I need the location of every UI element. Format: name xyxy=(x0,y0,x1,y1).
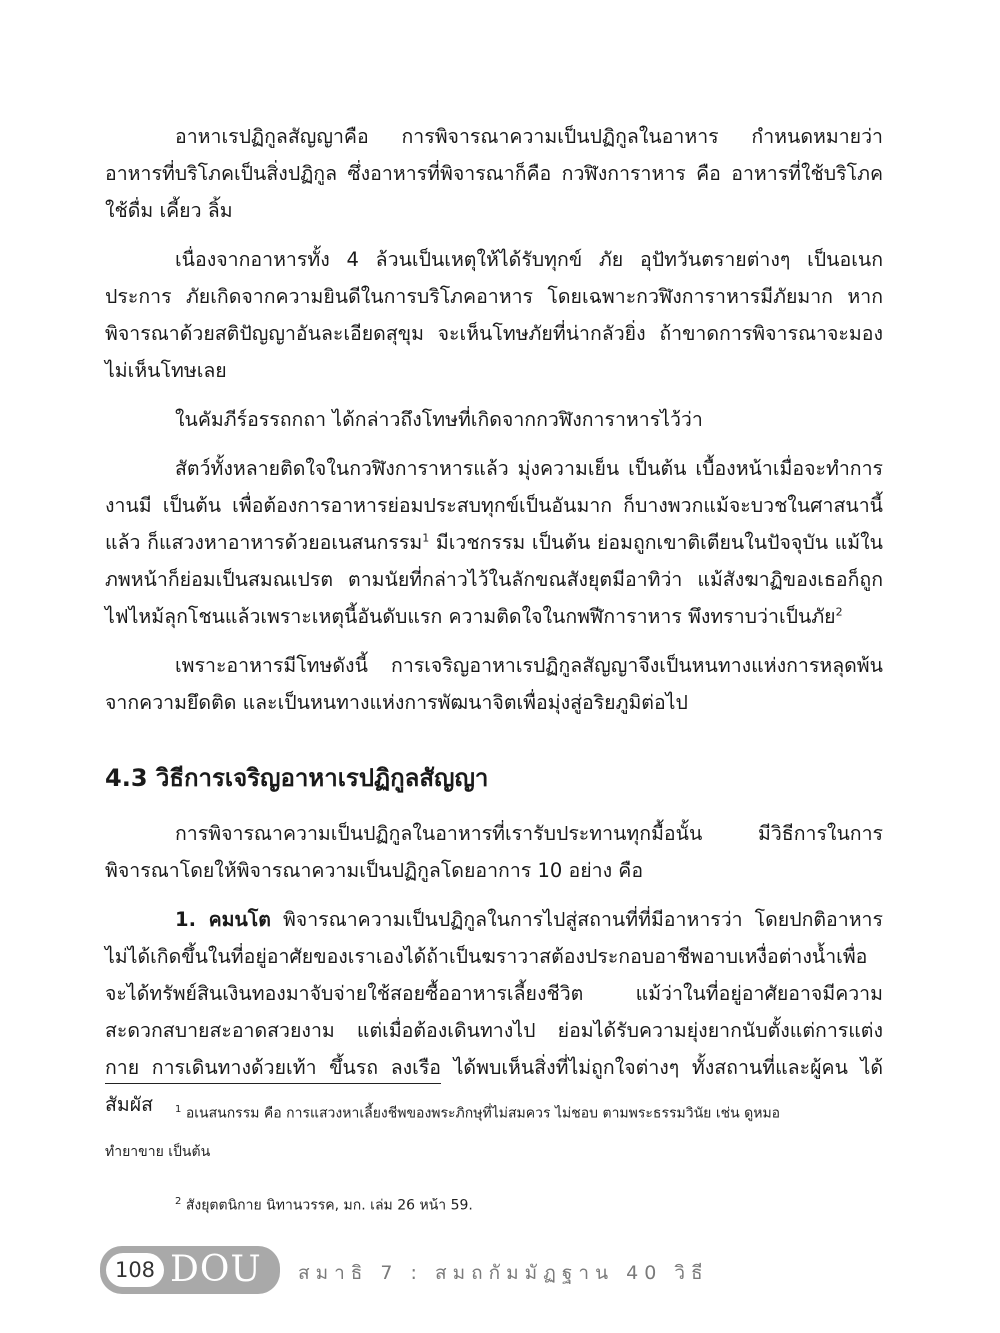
footnotes xyxy=(105,1098,883,1217)
paragraph-4-text-a: สัตว์ทั้งหลายติดใจในกวฬิงการาหารแล้ว มุ่งความเย็น เป็นต้น เบื้องหน้าเมื่อจะทำการงานมี เป็นต้น เพื่อต้องการอาหารย่อมประสบทุกข์เป็นอันมาก ก็บางพวกแม้จะบวชในศาสนานี้แล้ว ก็แสวงหาอาหารด้วยอเนสนกรรม xyxy=(105,457,883,554)
list-item-lead: 1. คมนโต xyxy=(175,908,271,931)
page-footer xyxy=(100,1246,900,1296)
paragraph-3 xyxy=(105,401,883,438)
paragraph-7 xyxy=(105,901,883,1123)
footnote-divider xyxy=(105,1083,441,1084)
paragraph-6 xyxy=(105,815,883,889)
footnote-ref-2[interactable]: 2 xyxy=(835,605,843,619)
footnote-1 xyxy=(105,1098,883,1126)
footnote-2-number: 2 xyxy=(175,1195,182,1207)
section-heading: 4.3 วิธีการเจริญอาหาเรปฏิกูลสัญญา xyxy=(105,764,489,792)
paragraph-7-text: พิจารณาความเป็นปฏิกูลในการไปสู่สถานที่ที่มีอาหารว่า โดยปกติอาหารไม่ได้เกิดขึ้นในที่อยู่อาศัยของเราเองได้ถ้าเป็นฆราวาสต้องประกอบอาชีพอาบเหงื่อต่างน้ำเพื่อจะได้ทรัพย์สินเงินทองมาจับจ่ายใช้สอยซื้ออาหารเลี้ยงชีวิต แม้ว่าในที่อยู่อาศัยอาจมีความสะดวกสบายสะอาดสวยงาม แต่เมื่อต้องเดินทางไป ย่อมได้รับความยุ่งยากนับตั้งแต่การแต่งกาย การเดินทางด้วยเท้า ขึ้นรถ ลงเรือ ได้พบเห็นสิ่งที่ไม่ถูกใจต่างๆ ทั้งสถานที่และผู้คน ได้สัมผัส xyxy=(105,908,883,1116)
footnote-1-text: อเนสนกรรม คือ การแสวงหาเลี้ยงชีพของพระภิกษุที่ไม่สมควร ไม่ชอบ ตามพระธรรมวินัย เช่น ดูหมอ xyxy=(185,1105,781,1122)
paragraph-2-text: เนื่องจากอาหารทั้ง 4 ล้วนเป็นเหตุให้ได้รับทุกข์ ภัย อุปัทวันตรายต่างๆ เป็นอเนกประการ ภัยเกิดจากความยินดีในการบริโภคอาหาร โดยเฉพาะกวฬิงการาหารมีภัยมาก หากพิจารณาด้วยสติปัญญาอันละเอียดสุขุม จะเห็นโทษภัยที่น่ากลัวยิ่ง ถ้าขาดการพิจารณาจะมองไม่เห็นโทษเลย xyxy=(105,248,883,382)
paragraph-4-text-b: มีเวชกรรม เป็นต้น ย่อมถูกเขาติเตียนในปัจจุบัน แม้ในภพหน้าก็ย่อมเป็นสมณเปรต ตามนัยที่กล่าวไว้ในลักขณสังยุตมีอาทิว่า แม้สังฆาฏิของเธอก็ถูกไฟไหม้ลุกโชนแล้วเพราะเหตุนี้อันดับแรก ความติดใจในกพฬีการาหาร พึงทราบว่าเป็นภัย xyxy=(105,531,883,628)
paragraph-2 xyxy=(105,241,883,389)
page-badge xyxy=(100,1246,280,1294)
footnote-ref-1[interactable]: 1 xyxy=(422,531,430,545)
paragraph-1 xyxy=(105,118,883,229)
running-title: สมาธิ 7 : สมถกัมมัฏฐาน 40 วิธี xyxy=(298,1262,709,1284)
paragraph-5 xyxy=(105,647,883,721)
footnote-1-continued xyxy=(105,1140,883,1164)
paragraph-5-text: เพราะอาหารมีโทษดังนี้ การเจริญอาหาเรปฏิกูลสัญญาจึงเป็นหนทางแห่งการหลุดพ้นจากความยึดติด และเป็นหนทางแห่งการพัฒนาจิตเพื่อมุ่งสู่อริยภูมิต่อไป xyxy=(105,654,883,714)
footnote-2-text: สังยุตตนิกาย นิทานวรรค, มก. เล่ม 26 หน้า 59. xyxy=(185,1197,473,1214)
footnote-2 xyxy=(105,1190,883,1218)
paragraph-4 xyxy=(105,450,883,635)
main-content xyxy=(105,118,883,1135)
paragraph-1-text: อาหาเรปฏิกูลสัญญาคือ การพิจารณาความเป็นปฏิกูลในอาหาร กำหนดหมายว่า อาหารที่บริโภคเป็นสิ่งปฏิกูล ซึ่งอาหารที่พิจารณาก็คือ กวฬิงการาหาร คือ อาหารที่ใช้บริโภค ใช้ดื่ม เคี้ยว ลิ้ม xyxy=(105,125,883,222)
footnote-1-number: 1 xyxy=(175,1104,182,1115)
paragraph-3-text: ในคัมภีร์อรรถกถา ได้กล่าวถึงโทษที่เกิดจากกวฬิงการาหารไว้ว่า xyxy=(175,408,703,431)
brand-logo: DOU xyxy=(170,1249,262,1290)
footnote-1-continued-text: ทำยาขาย เป็นต้น xyxy=(105,1143,211,1160)
page-number: 108 xyxy=(106,1253,164,1287)
paragraph-6-text: การพิจารณาความเป็นปฏิกูลในอาหารที่เรารับประทานทุกมื้อนั้น มีวิธีการในการพิจารณาโดยให้พิจารณาความเป็นปฏิกูลโดยอาการ 10 อย่าง คือ xyxy=(105,822,883,882)
